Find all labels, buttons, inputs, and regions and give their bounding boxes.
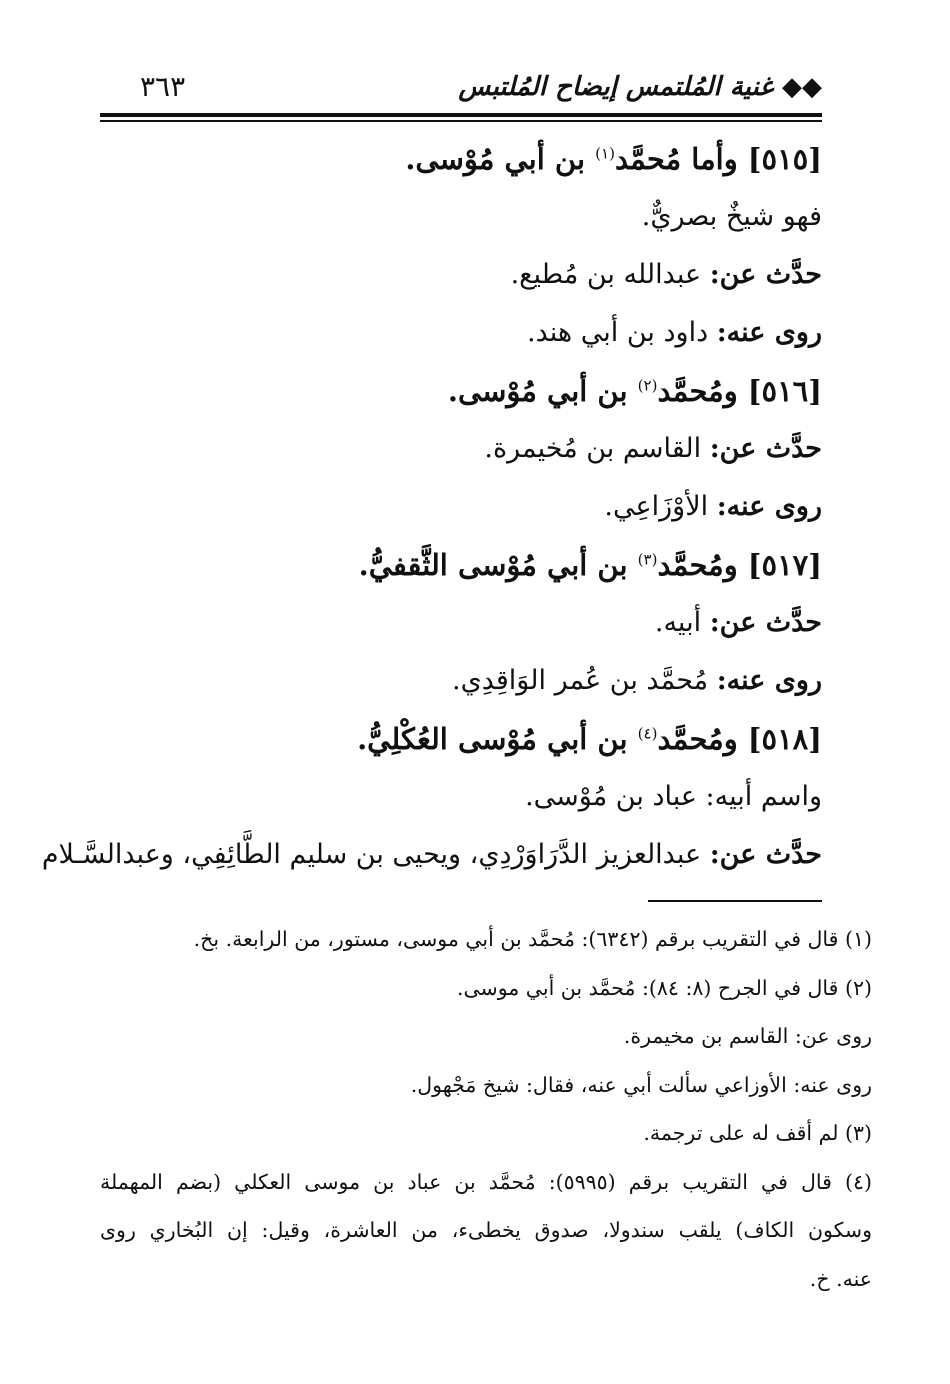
footnote-4-line-1: (٤) قال في التقريب برقم (٥٩٩٥): مُحمَّد بن عباد بن موسى العكلي (بضم المهملة xyxy=(100,1169,872,1194)
entry-517-narrated-by: روى عنه: مُحمَّد بن عُمر الوَاقِدِي. xyxy=(452,665,822,696)
footnote-2-narrated-by: روى عنه: الأوزاعي سألت أبي عنه، فقال: شيخ مَجْهول. xyxy=(410,1072,872,1097)
footnote-separator xyxy=(648,900,822,902)
footnote-2-narrated-from: روى عن: القاسم بن مخيمرة. xyxy=(623,1024,872,1048)
header-rule-thick xyxy=(100,113,822,117)
page-header xyxy=(100,62,822,112)
entry-518-father-name: واسم أبيه: عباد بن مُوْسى. xyxy=(525,781,822,812)
entry-516-narrated-from: حدَّث عن: القاسم بن مُخيمرة. xyxy=(484,433,822,464)
footnote-4-line-2: وسكون الكاف) يلقب سندولا، صدوق يخطىء، من العاشرة، وقيل: إن البُخاري روى xyxy=(100,1218,872,1242)
footnote-3: (٣) لم أقف له على ترجمة. xyxy=(643,1121,872,1145)
header-rule-thin xyxy=(100,120,822,122)
running-title: ◆◆ غنية المُلتمس إيضاح المُلتبس xyxy=(458,72,822,102)
footnote-marker-4[interactable]: (٤) xyxy=(637,724,658,743)
footnote-1: (١) قال في التقريب برقم (٦٣٤٢): مُحمَّد بن أبي موسى، مستور، من الرابعة. بخ. xyxy=(193,927,872,951)
footnote-marker-2[interactable]: (٢) xyxy=(637,376,658,395)
entry-516-narrated-by: روى عنه: الأوْزَاعِي. xyxy=(604,491,822,522)
footnote-marker-3[interactable]: (٣) xyxy=(637,550,658,569)
entry-517-heading: [٥١٧] ومُحمَّد$^{(٣)}$ بن أبي مُوْسى الثَّقفيُّ. xyxy=(358,548,822,582)
page-number: ٣٦٣ xyxy=(140,70,186,103)
entry-518-heading: [٥١٨] ومُحمَّد$^{(٤)}$ بن أبي مُوْسى العُكْلِيُّ. xyxy=(357,722,822,756)
footnote-2: (٢) قال في الجرح (٨: ٨٤): مُحمَّد بن أبي موسى. xyxy=(456,975,872,1000)
entry-515-heading: [٥١٥] وأما مُحمَّد$^{(١)}$ بن أبي مُوْسى. xyxy=(405,142,822,176)
footnotes xyxy=(100,915,872,1303)
entry-517-narrated-from: حدَّث عن: أبيه. xyxy=(654,607,822,638)
entry-515-narrated-from: حدَّث عن: عبدالله بن مُطيع. xyxy=(510,259,822,290)
main-text xyxy=(41,130,822,884)
entry-515-narrated-by: روى عنه: داود بن أبي هند. xyxy=(527,317,822,348)
entry-516-heading: [٥١٦] ومُحمَّد$^{(٢)}$ بن أبي مُوْسى. xyxy=(447,374,822,408)
entry-515-note: فهو شيخٌ بصريٌّ. xyxy=(641,201,822,232)
entry-518-narrated-from: حدَّث عن: عبدالعزيز الدَّرَاوَرْدِي، ويحيى بن سليم الطَّائِفِي، وعبدالسَّـلام xyxy=(41,839,822,870)
footnote-marker-1[interactable]: (١) xyxy=(595,144,615,163)
footnote-4-line-3: عنه. خ. xyxy=(809,1266,872,1291)
